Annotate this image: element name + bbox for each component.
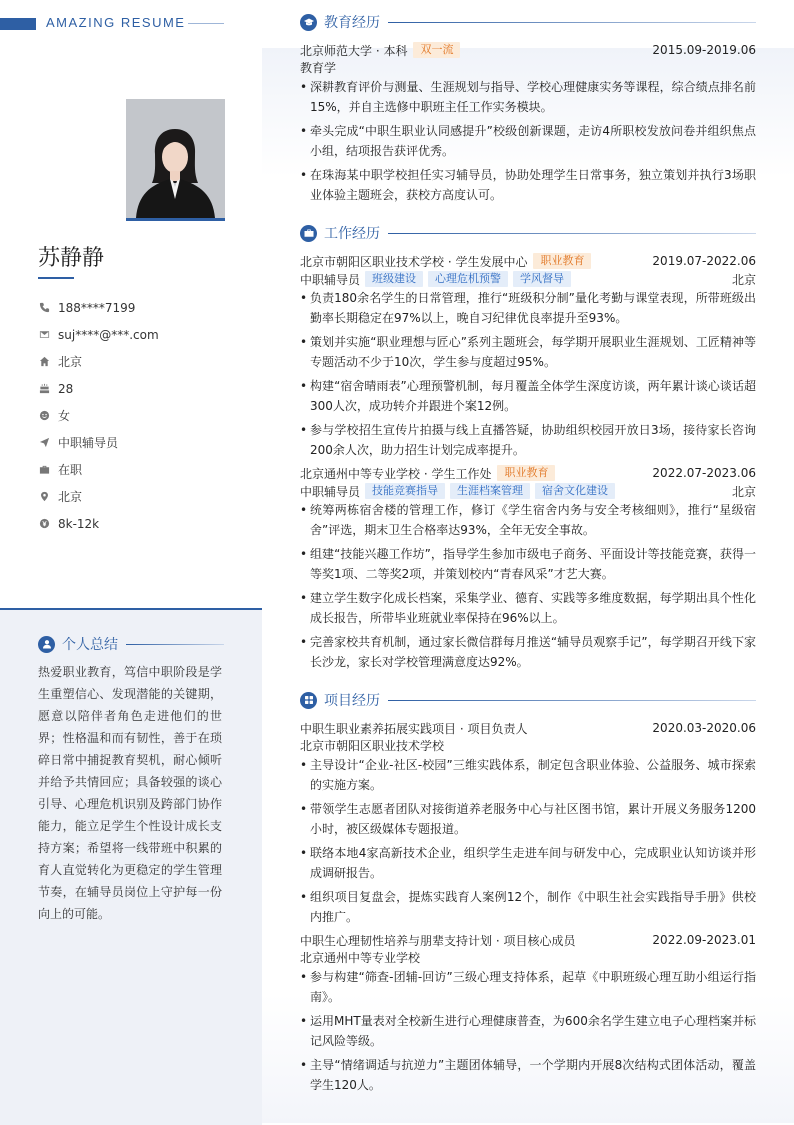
list-item: • 牵头完成“中职生职业认同感提升”校级创新课题，走访4所职校发放问卷并组织焦点小组，结项报告获评优秀。 xyxy=(300,121,756,161)
list-item: • 主导设计“企业-社区-校园”三维实践体系，制定包含职业体验、公益服务、城市探索的实施方案。 xyxy=(300,755,756,795)
job-date: 2019.07-2022.06 xyxy=(652,254,756,268)
skill-tag: 心理危机预警 xyxy=(428,271,508,287)
skill-tag: 学风督导 xyxy=(513,271,571,287)
contact-value: 28 xyxy=(58,381,74,396)
contact-value: 在职 xyxy=(58,463,83,477)
list-item: • 策划并实施“职业理想与匠心”系列主题班会，每学期开展职业生涯规划、工匠精神等专题活动不少于10次，学生参与度超过95%。 xyxy=(300,332,756,372)
work-section xyxy=(300,223,756,676)
contact-email xyxy=(38,321,248,348)
contact-age xyxy=(38,375,248,402)
job-org: 北京通州中等专业学校 · 学生工作处 xyxy=(300,466,492,481)
industry-tag: 职业教育 xyxy=(533,253,591,269)
contact-phone xyxy=(38,294,248,321)
education-header-row xyxy=(300,41,756,59)
grid-icon xyxy=(300,692,317,709)
project-date: 2022.09-2023.01 xyxy=(652,933,756,947)
project-date: 2020.03-2020.06 xyxy=(652,721,756,735)
job-role: 中职辅导员 xyxy=(300,272,361,287)
salary-icon xyxy=(38,518,50,530)
contact-job-target xyxy=(38,429,248,456)
work-title: 工作经历 xyxy=(324,226,380,242)
job-header-row xyxy=(300,252,756,270)
project-bullets xyxy=(300,755,756,927)
section-rule xyxy=(388,700,756,701)
section-rule xyxy=(126,644,224,645)
list-item: • 组织项目复盘会，提炼实践育人案例12个，制作《中职生社会实践指导手册》供校内推广。 xyxy=(300,887,756,927)
list-item: • 深耕教育评价与测量、生涯规划与指导、学校心理健康实务等课程，综合绩点排名前15%，并自主选修中职班主任工作实务模块。 xyxy=(300,77,756,117)
briefcase-icon xyxy=(300,225,317,242)
project-header-row xyxy=(300,719,756,737)
section-rule xyxy=(388,22,756,23)
education-section-header xyxy=(300,12,756,32)
contact-gender xyxy=(38,402,248,429)
project-org-row xyxy=(300,949,756,967)
contact-value: 北京 xyxy=(58,490,83,504)
summary-text: 热爱职业教育，笃信中职阶段是学生重塑信心、发现潜能的关键期，愿意以陪伴者角色走进他们的世界；性格温和而有韧性，善于在琐碎日常中捕捉教育契机，耐心倾听并给予共情回应；具备较强的谈心引导、心理危机识别及跨部门协作能力，能立足学生个性设计成长支持方案；希望将一线带班中积累的育人直觉转化为更稳定的学生管理节奏，在辅导员岗位上守护每一份向上的可能。 xyxy=(38,665,222,921)
job-role-row xyxy=(300,270,756,288)
job-entry xyxy=(300,464,756,672)
job-role-row xyxy=(300,482,756,500)
project-entry xyxy=(300,931,756,1095)
list-item: • 运用MHT量表对全校新生进行心理健康普查，为600余名学生建立电子心理档案并标记风险等级。 xyxy=(300,1011,756,1051)
job-date: 2022.07-2023.06 xyxy=(652,466,756,480)
send-icon xyxy=(38,437,50,449)
left-column xyxy=(0,0,262,1123)
profile-photo xyxy=(126,99,225,221)
avatar-portrait-icon xyxy=(126,99,225,218)
location-pin-icon xyxy=(38,491,50,503)
job-role: 中职辅导员 xyxy=(300,484,361,499)
email-icon xyxy=(38,329,50,341)
job-city: 北京 xyxy=(731,272,756,287)
contact-value: 中职辅导员 xyxy=(58,436,119,450)
projects-section-header xyxy=(300,690,756,710)
list-item: • 完善家校共育机制，通过家长微信群每月推送“辅导员观察手记”，每学期召开线下家长沙龙，家长对学校管理满意度达92%。 xyxy=(300,632,756,672)
candidate-name: 苏静静 xyxy=(38,246,105,271)
job-entry xyxy=(300,252,756,460)
job-bullets xyxy=(300,288,756,460)
list-item: • 建立学生数字化成长档案，采集学业、德育、实践等多维度数据，每学期出具个性化成长报告，所带毕业班就业率保持在96%以上。 xyxy=(300,588,756,628)
brand-text: AMAZING RESUME xyxy=(46,15,186,30)
skill-tag: 技能竞赛指导 xyxy=(365,483,445,499)
contact-value: 8k-12k xyxy=(58,516,100,531)
list-item: • 参与构建“筛查-团辅-回访”三级心理支持体系，起草《中职班级心理互助小组运行指南》。 xyxy=(300,967,756,1007)
list-item: • 在珠海某中职学校担任实习辅导员，协助处理学生日常事务，独立策划并执行3场职业体验主题班会，获校方高度认可。 xyxy=(300,165,756,205)
contact-list xyxy=(38,294,248,537)
project-org: 北京通州中等专业学校 xyxy=(300,951,421,965)
job-org: 北京市朝阳区职业技术学校 · 学生发展中心 xyxy=(300,254,528,269)
brand-header xyxy=(0,14,230,32)
major-row xyxy=(300,59,756,77)
home-icon xyxy=(38,356,50,368)
project-header-row xyxy=(300,931,756,949)
gender-icon xyxy=(38,410,50,422)
user-icon xyxy=(38,636,55,653)
skill-tag: 生涯档案管理 xyxy=(450,483,530,499)
work-section-header xyxy=(300,223,756,243)
industry-tag: 职业教育 xyxy=(497,465,555,481)
contact-value: suj****@***.com xyxy=(58,327,159,342)
education-title: 教育经历 xyxy=(324,15,380,31)
contact-value: 女 xyxy=(58,409,71,423)
briefcase-icon xyxy=(38,464,50,476)
major: 教育学 xyxy=(300,61,337,75)
list-item: • 统筹两栋宿舍楼的管理工作，修订《学生宿舍内务与安全考核细则》，推行“星级宿舍”评选，期末卫生合格率达93%，全年无安全事故。 xyxy=(300,500,756,540)
projects-title: 项目经历 xyxy=(324,693,380,709)
brand-accent-bar xyxy=(0,18,36,30)
school-name: 北京师范大学 · 本科 xyxy=(300,43,408,58)
education-date: 2015.09-2019.06 xyxy=(652,43,756,57)
contact-salary xyxy=(38,510,248,537)
name-underline xyxy=(38,277,74,279)
skill-tag: 宿舍文化建设 xyxy=(535,483,615,499)
project-name: 中职生职业素养拓展实践项目 · 项目负责人 xyxy=(300,721,528,736)
skill-tag: 班级建设 xyxy=(365,271,423,287)
job-bullets xyxy=(300,500,756,672)
school-tag: 双一流 xyxy=(413,42,460,58)
summary-title: 个人总结 xyxy=(62,637,118,653)
list-item: • 带领学生志愿者团队对接街道养老服务中心与社区图书馆，累计开展义务服务1200小时，被区级媒体专题报道。 xyxy=(300,799,756,839)
contact-location xyxy=(38,483,248,510)
project-org: 北京市朝阳区职业技术学校 xyxy=(300,739,445,753)
projects-section xyxy=(300,690,756,1099)
job-header-row xyxy=(300,464,756,482)
education-bullets xyxy=(300,77,756,205)
summary-section-header xyxy=(38,634,224,654)
contact-status xyxy=(38,456,248,483)
project-org-row xyxy=(300,737,756,755)
education-section xyxy=(300,12,756,209)
graduation-cap-icon xyxy=(300,14,317,31)
project-name: 中职生心理韧性培养与朋辈支持计划 · 项目核心成员 xyxy=(300,933,576,948)
list-item: • 联络本地4家高新技术企业，组织学生走进车间与研发中心，完成职业认知访谈并形成调研报告。 xyxy=(300,843,756,883)
contact-city xyxy=(38,348,248,375)
project-bullets xyxy=(300,967,756,1095)
list-item: • 组建“技能兴趣工作坊”，指导学生参加市级电子商务、平面设计等技能竞赛，获得一等奖1项、二等奖2项，并策划校内“青春风采”才艺大赛。 xyxy=(300,544,756,584)
list-item: • 负责180余名学生的日常管理，推行“班级积分制”量化考勤与课堂表现，所带班级出勤率长期稳定在97%以上，晚自习纪律优良率提升至93%。 xyxy=(300,288,756,328)
job-city: 北京 xyxy=(731,484,756,499)
list-item: • 构建“宿舍晴雨表”心理预警机制，每月覆盖全体学生深度访谈，两年累计谈心谈话超300人次，成功转介并跟进个案12例。 xyxy=(300,376,756,416)
brand-divider xyxy=(188,23,224,24)
project-entry xyxy=(300,719,756,927)
phone-icon xyxy=(38,302,50,314)
list-item: • 参与学校招生宣传片拍摄与线上直播答疑，协助组织校园开放日3场，接待家长咨询200余人次，助力招生计划完成率提升。 xyxy=(300,420,756,460)
contact-value: 188****7199 xyxy=(58,300,136,315)
birthday-cake-icon xyxy=(38,383,50,395)
list-item: • 主导“情绪调适与抗逆力”主题团体辅导，一个学期内开展8次结构式团体活动，覆盖学生120人。 xyxy=(300,1055,756,1095)
section-rule xyxy=(388,233,756,234)
contact-value: 北京 xyxy=(58,355,83,369)
